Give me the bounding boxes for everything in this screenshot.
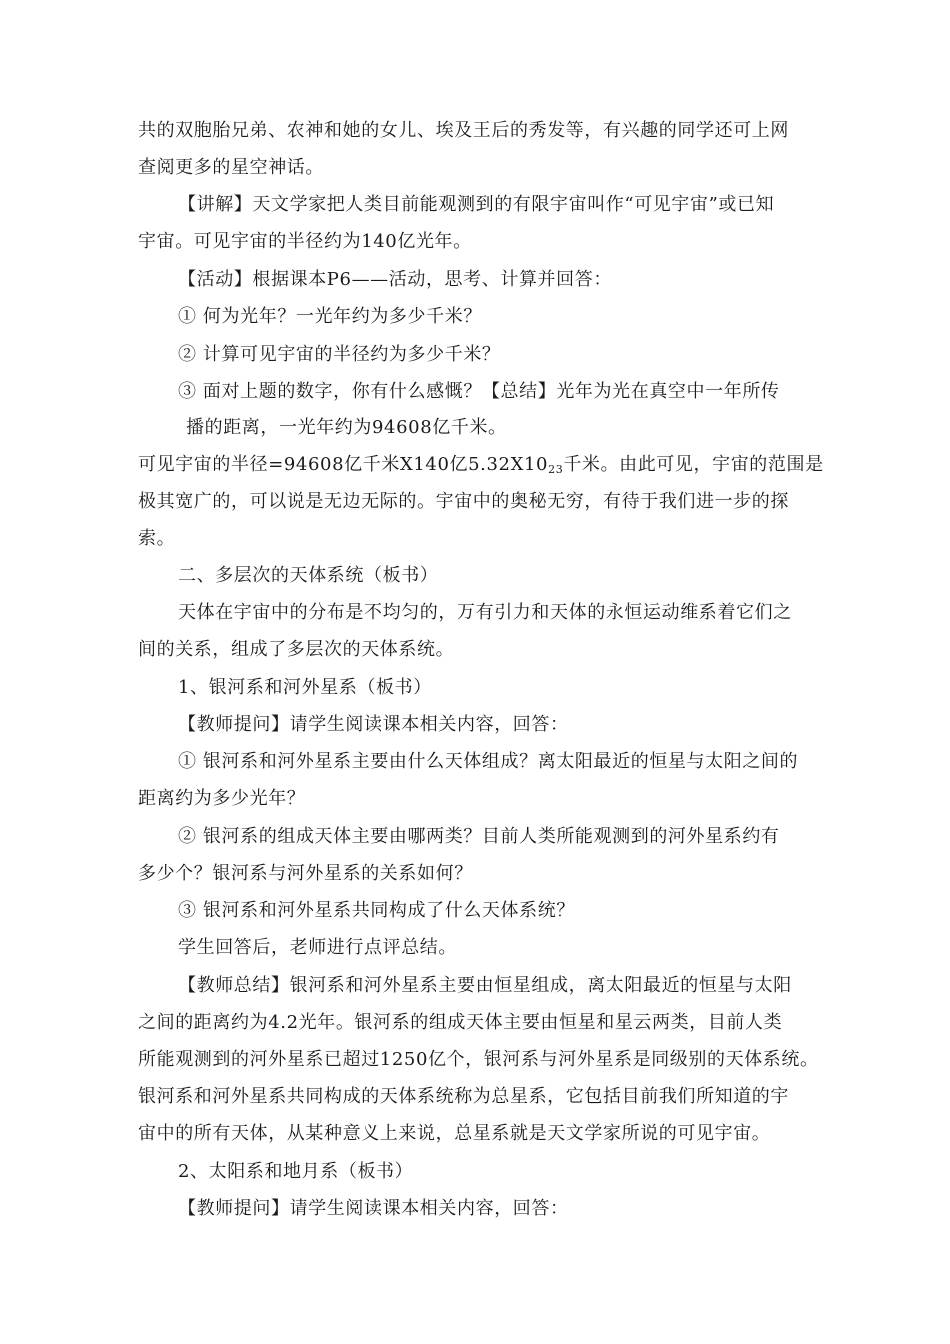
subsection-heading: 1、银河系和河外星系（板书） (178, 677, 432, 698)
list-item: ② 银河系的组成天体主要由哪两类？目前人类所能观测到的河外星系约有 (178, 826, 780, 847)
paragraph-line: 所能观测到的河外星系已超过1250亿个，银河系与河外星系是同级别的天体系统。 (138, 1049, 819, 1070)
list-item: ① 何为光年？一光年约为多少千米？ (178, 306, 482, 327)
paragraph-line: 之间的距离约为4.2光年。银河系的组成天体主要由恒星和星云两类，目前人类 (138, 1012, 783, 1033)
list-item: ① 银河系和河外星系主要由什么天体组成？离太阳最近的恒星与太阳之间的 (178, 751, 799, 772)
formula-text: 可见宇宙的半径=94608亿千米X140亿5.32X10 (138, 454, 549, 475)
subsection-heading: 2、太阳系和地月系（板书） (178, 1161, 414, 1182)
paragraph-line: 共的双胞胎兄弟、农神和她的女儿、埃及王后的秀发等，有兴趣的同学还可上网 (138, 120, 789, 141)
paragraph-line: 天体在宇宙中的分布是不均匀的，万有引力和天体的永恒运动维系着它们之 (178, 602, 792, 623)
paragraph-line: 多少个？银河系与河外星系的关系如何？ (138, 863, 473, 884)
paragraph-line (138, 453, 824, 479)
paragraph-line: 播的距离，一光年约为94608亿千米。 (186, 417, 507, 438)
exponent-text: 23 (548, 463, 564, 476)
paragraph-line: 索。 (138, 528, 176, 549)
paragraph-line: 查阅更多的星空神话。 (138, 157, 324, 178)
paragraph-line: 【教师总结】银河系和河外星系主要由恒星组成，离太阳最近的恒星与太阳 (178, 975, 792, 996)
paragraph-line: 间的关系，组成了多层次的天体系统。 (138, 639, 455, 660)
section-heading: 二、多层次的天体系统（板书） (178, 565, 439, 586)
formula-continuation: 千米。由此可见，宇宙的范围是 (563, 454, 824, 475)
paragraph-line: 【讲解】天文学家把人类目前能观测到的有限宇宙叫作“可见宇宙”或已知 (178, 194, 775, 215)
paragraph-line: 距离约为多少光年？ (138, 788, 306, 809)
paragraph-line: 学生回答后，老师进行点评总结。 (178, 937, 457, 958)
list-item: ③ 面对上题的数字，你有什么感慨？【总结】光年为光在真空中一年所传 (178, 381, 780, 402)
paragraph-line: 极其宽广的，可以说是无边无际的。宇宙中的奥秘无穷，有待于我们进一步的探 (138, 491, 789, 512)
list-item: ② 计算可见宇宙的半径约为多少千米？ (178, 344, 501, 365)
paragraph-line: 银河系和河外星系共同构成的天体系统称为总星系，它包括目前我们所知道的宇 (138, 1086, 789, 1107)
paragraph-line: 【教师提问】请学生阅读课本相关内容，回答： (178, 1198, 569, 1219)
paragraph-line: 宙中的所有天体，从某种意义上来说，总星系就是天文学家所说的可见宇宙。 (138, 1123, 771, 1144)
paragraph-line: 【活动】根据课本P6——活动，思考、计算并回答： (178, 269, 612, 290)
paragraph-line: 【教师提问】请学生阅读课本相关内容，回答： (178, 714, 569, 735)
list-item: ③ 银河系和河外星系共同构成了什么天体系统？ (178, 900, 575, 921)
paragraph-line: 宇宙。可见宇宙的半径约为140亿光年。 (138, 231, 472, 252)
